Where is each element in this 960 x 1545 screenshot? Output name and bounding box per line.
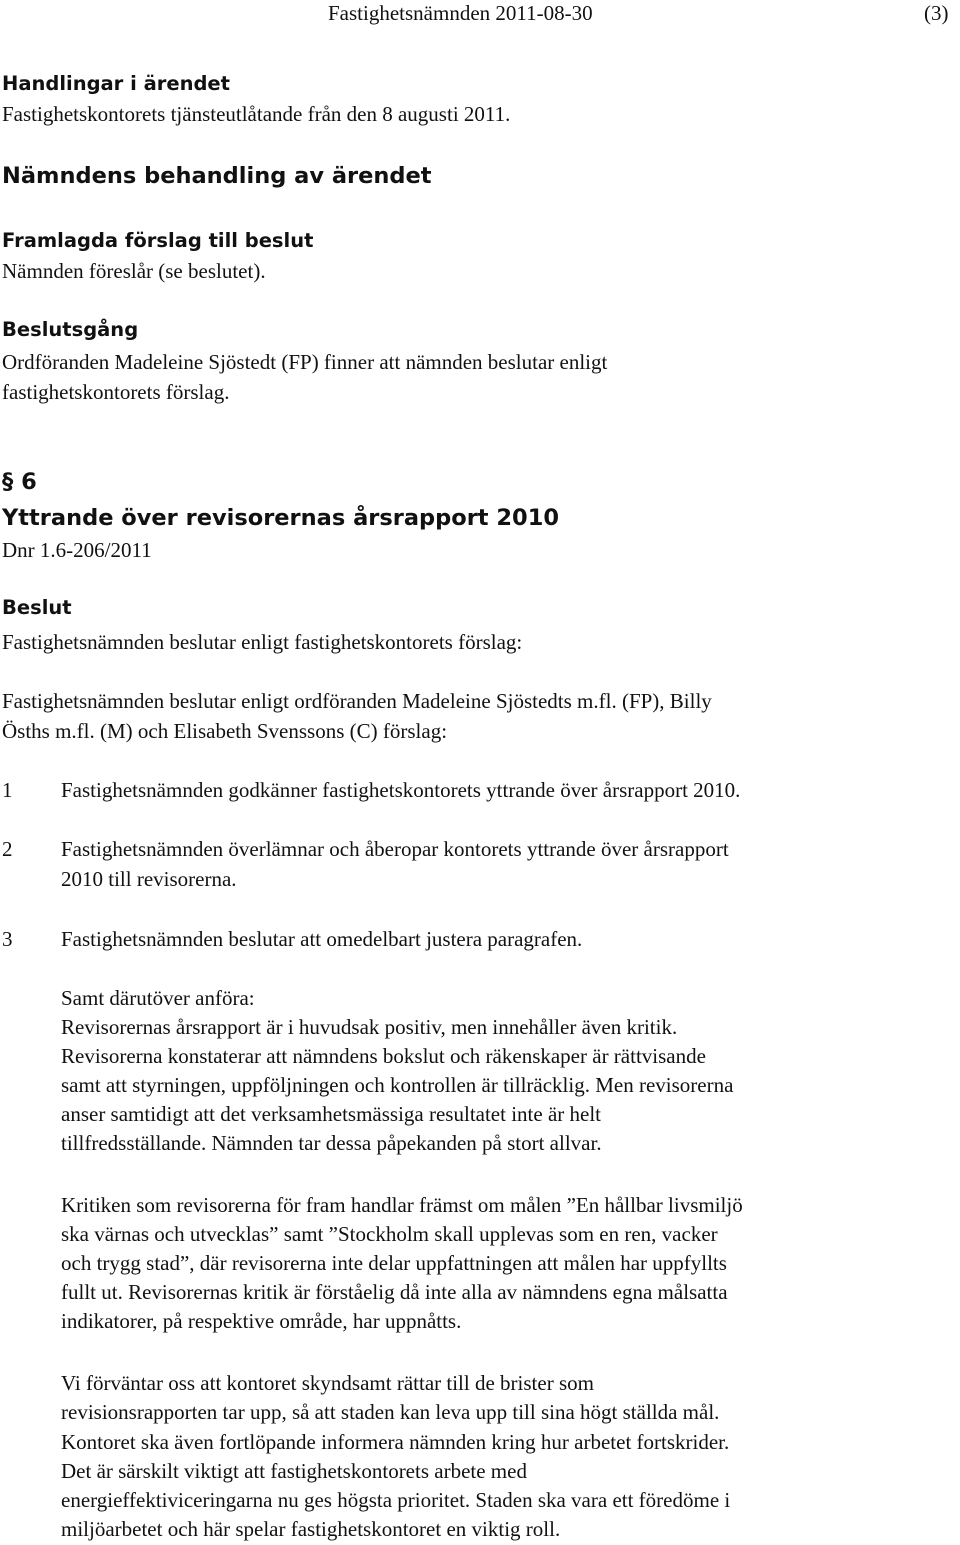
- section-number: § 6: [2, 469, 37, 495]
- anfora-p3-line: miljöarbetet och här spelar fastighetskontoret en viktig roll.: [61, 1517, 561, 1541]
- anfora-p1-line: tillfredsställande. Nämnden tar dessa påpekanden på stort allvar.: [61, 1131, 602, 1155]
- framlagda-text: Nämnden föreslår (se beslutet).: [2, 259, 266, 283]
- list-item-number: 1: [2, 778, 13, 802]
- anfora-p1-line: Revisorernas årsrapport är i huvudsak positiv, men innehåller även kritik.: [61, 1015, 678, 1039]
- beslut-heading: Beslut: [2, 596, 72, 619]
- section-title: Yttrande över revisorernas årsrapport 2010: [2, 505, 560, 531]
- list-item-number: 3: [2, 927, 13, 951]
- page-number: (3): [924, 1, 949, 25]
- anfora-p3-line: Vi förväntar oss att kontoret skyndsamt rättar till de brister som: [61, 1371, 594, 1395]
- handlingar-text: Fastighetskontorets tjänsteutlåtande från den 8 augusti 2011.: [2, 102, 511, 126]
- anfora-p2-line: och trygg stad”, där revisorerna inte delar uppfattningen att målen har uppfyllts: [61, 1251, 727, 1275]
- list-item-text: Fastighetsnämnden beslutar att omedelbart justera paragrafen.: [61, 927, 583, 951]
- list-item-number: 2: [2, 837, 13, 861]
- framlagda-heading: Framlagda förslag till beslut: [2, 229, 314, 252]
- anfora-p2-line: fullt ut. Revisorernas kritik är förståelig då inte alla av nämndens egna målsatta: [61, 1280, 728, 1304]
- anfora-p3-line: energieffektiviceringarna nu ges högsta prioritet. Staden ska vara ett föredöme i: [61, 1488, 731, 1512]
- beslutsgang-heading: Beslutsgång: [2, 318, 139, 341]
- section-dnr: Dnr 1.6-206/2011: [2, 538, 152, 562]
- page-header-title: Fastighetsnämnden 2011-08-30: [328, 1, 593, 25]
- anfora-p2-line: Kritiken som revisorerna för fram handlar främst om målen ”En hållbar livsmiljö: [61, 1193, 743, 1217]
- beslutsgang-line: fastighetskontorets förslag.: [2, 380, 230, 404]
- list-item-text: Fastighetsnämnden godkänner fastighetskontorets yttrande över årsrapport 2010.: [61, 778, 741, 802]
- behandling-heading: Nämndens behandling av ärendet: [2, 163, 432, 189]
- handlingar-heading: Handlingar i ärendet: [2, 72, 230, 95]
- list-item-text: 2010 till revisorerna.: [61, 867, 237, 891]
- anfora-p2-line: ska värnas och utvecklas” samt ”Stockholm skall upplevas som en ren, vacker: [61, 1222, 718, 1246]
- beslutsgang-line: Ordföranden Madeleine Sjöstedt (FP) finner att nämnden beslutar enligt: [2, 350, 608, 374]
- beslut-motion-line: Ösths m.fl. (M) och Elisabeth Svenssons (C) förslag:: [2, 719, 448, 743]
- beslut-text: Fastighetsnämnden beslutar enligt fastighetskontorets förslag:: [2, 630, 523, 654]
- beslut-motion-line: Fastighetsnämnden beslutar enligt ordföranden Madeleine Sjöstedts m.fl. (FP), Billy: [2, 689, 712, 713]
- anfora-p3-line: revisionsrapporten tar upp, så att staden kan leva upp till sina högt ställda mål.: [61, 1400, 720, 1424]
- list-item-text: Fastighetsnämnden överlämnar och åberopar kontorets yttrande över årsrapport: [61, 837, 729, 861]
- anfora-p2-line: indikatorer, på respektive område, har uppnåtts.: [61, 1309, 462, 1333]
- anfora-p1-line: Revisorerna konstaterar att nämndens bokslut och räkenskaper är rättvisande: [61, 1044, 706, 1068]
- anfora-intro: Samt därutöver anföra:: [61, 986, 255, 1010]
- anfora-p3-line: Kontoret ska även fortlöpande informera nämnden kring hur arbetet fortskrider.: [61, 1430, 730, 1454]
- anfora-p3-line: Det är särskilt viktigt att fastighetskontorets arbete med: [61, 1459, 527, 1483]
- anfora-p1-line: samt att styrningen, uppföljningen och kontrollen är tillräcklig. Men revisorerna: [61, 1073, 734, 1097]
- anfora-p1-line: anser samtidigt att det verksamhetsmässiga resultatet inte är helt: [61, 1102, 602, 1126]
